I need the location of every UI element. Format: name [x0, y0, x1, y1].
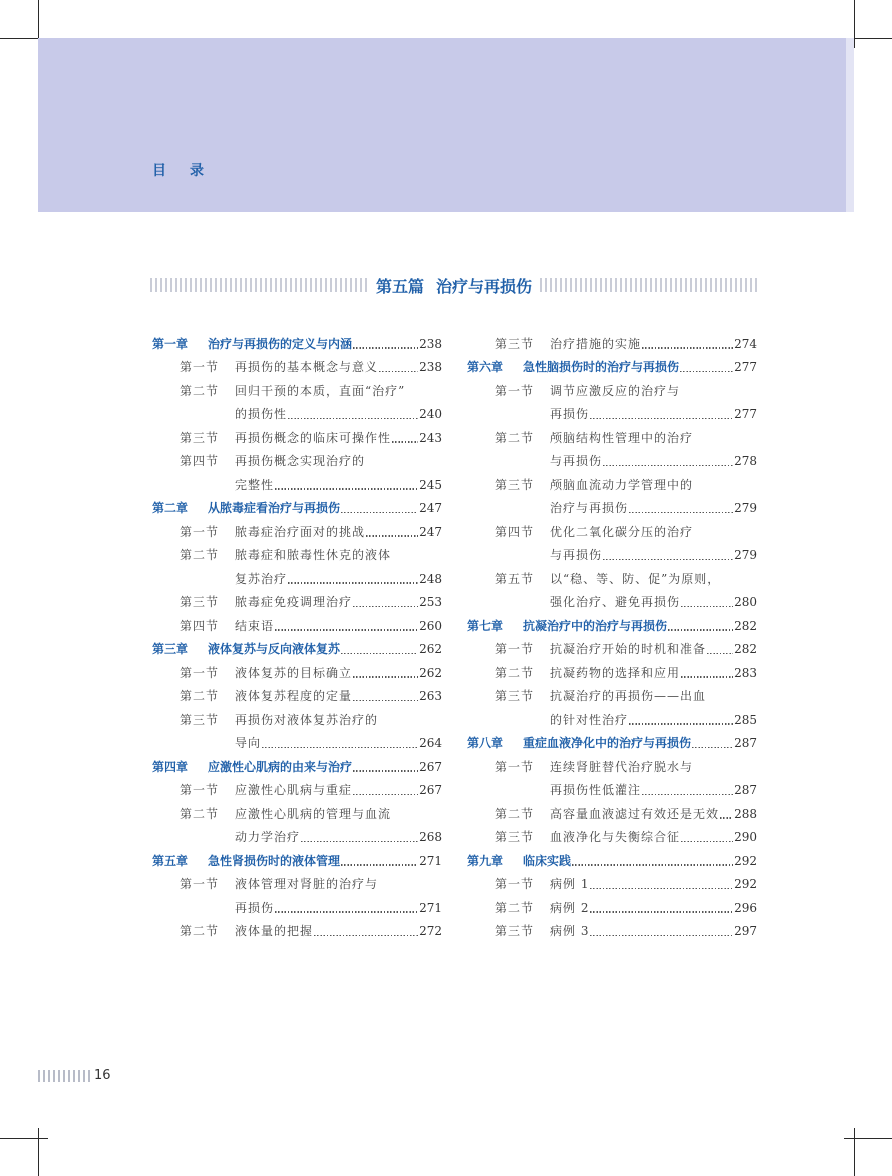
toc-page-number: 264 [419, 736, 442, 751]
toc-dot-leader [288, 582, 418, 583]
toc-page-number: 292 [734, 877, 757, 892]
toc-entry-title: 调节应激反应的治疗与 [550, 383, 681, 398]
toc-entry-title: 导向 [235, 736, 262, 751]
toc-entry-title: 液体量的把握 [235, 924, 314, 939]
toc-page-number: 296 [734, 900, 757, 915]
toc-entry-title: 治疗与再损伤 [550, 501, 629, 516]
toc-entry-number: 第三节 [495, 336, 535, 351]
toc-entry-number: 第二节 [180, 383, 220, 398]
toc-page-number: 285 [734, 712, 757, 727]
footer-stripe [38, 1070, 90, 1082]
toc-entry-title: 病例 3 [550, 924, 590, 939]
toc-page-number: 290 [734, 830, 757, 845]
toc-entry-number: 第九章 [467, 853, 504, 868]
toc-page-number: 238 [419, 360, 442, 375]
toc-entry-number: 第一节 [495, 642, 535, 657]
toc-entry-continuation [152, 732, 442, 756]
toc-section-entry [467, 755, 757, 779]
toc-section-entry [152, 920, 442, 944]
toc-dot-leader [341, 864, 418, 865]
toc-page-number: 253 [419, 595, 442, 610]
toc-entry-continuation [467, 779, 757, 803]
toc-dot-leader [353, 794, 418, 795]
toc-entry-continuation [467, 544, 757, 568]
toc-page-number: 262 [419, 665, 442, 680]
toc-page-number: 243 [419, 430, 442, 445]
toc-dot-leader [353, 770, 418, 771]
part-heading-stripe-right [540, 278, 758, 292]
toc-section-entry [467, 638, 757, 662]
toc-dot-leader [572, 864, 733, 865]
toc-page-number: 262 [419, 642, 442, 657]
toc-dot-leader [590, 418, 733, 419]
toc-entry-title: 病例 1 [550, 877, 590, 892]
toc-entry-number: 第三节 [180, 712, 220, 727]
toc-section-entry [467, 802, 757, 826]
toc-section-entry [467, 520, 757, 544]
toc-dot-leader [681, 841, 733, 842]
toc-entry-title: 急性肾损伤时的液体管理 [208, 853, 341, 868]
crop-mark-bottom-right-v [854, 1128, 855, 1176]
toc-dot-leader [629, 512, 733, 513]
toc-dot-leader [603, 465, 733, 466]
toc-entry-number: 第四章 [152, 759, 189, 774]
toc-dot-leader [353, 676, 418, 677]
toc-entry-title: 连续肾脏替代治疗脱水与 [550, 759, 694, 774]
toc-chapter-entry [152, 755, 442, 779]
toc-entry-number: 第一节 [180, 360, 220, 375]
toc-dot-leader [590, 888, 733, 889]
toc-entry-title: 与再损伤 [550, 548, 603, 563]
crop-mark-bottom-left-h [0, 1138, 48, 1139]
toc-dot-leader [681, 676, 733, 677]
toc-page-number: 272 [419, 924, 442, 939]
toc-entry-title: 与再损伤 [550, 454, 603, 469]
toc-entry-number: 第四节 [180, 618, 220, 633]
toc-entry-title: 动力学治疗 [235, 830, 301, 845]
toc-section-entry [152, 591, 442, 615]
toc-entry-number: 第二节 [495, 665, 535, 680]
toc-entry-continuation [467, 450, 757, 474]
toc-entry-title: 复苏治疗 [235, 571, 288, 586]
toc-chapter-entry [152, 849, 442, 873]
toc-entry-continuation [467, 403, 757, 427]
toc-entry-title: 应激性心肌病与重症 [235, 783, 353, 798]
toc-entry-continuation [467, 591, 757, 615]
toc-section-entry [152, 685, 442, 709]
page-footer [38, 1068, 111, 1083]
toc-page-number: 245 [419, 477, 442, 492]
toc-page-number: 263 [419, 689, 442, 704]
toc-entry-title: 液体复苏程度的定量 [235, 689, 353, 704]
toc-entry-continuation [152, 473, 442, 497]
toc-dot-leader [720, 817, 733, 818]
toc-section-entry [467, 473, 757, 497]
toc-entry-title: 治疗与再损伤的定义与内涵 [208, 336, 353, 351]
toc-page-number: 277 [734, 360, 757, 375]
toc-entry-number: 第三节 [495, 924, 535, 939]
toc-dot-leader [642, 794, 733, 795]
toc-entry-title: 再损伤概念的临床可操作性 [235, 430, 392, 445]
toc-page-number: 274 [734, 336, 757, 351]
toc-page-number: 287 [734, 736, 757, 751]
toc-section-entry [467, 332, 757, 356]
toc-dot-leader [341, 653, 418, 654]
toc-entry-title: 优化二氧化碳分压的治疗 [550, 524, 694, 539]
toc-entry-number: 第一章 [152, 336, 189, 351]
toc-entry-title: 从脓毒症看治疗与再损伤 [208, 501, 341, 516]
toc-entry-number: 第二节 [180, 924, 220, 939]
toc-page-number: 288 [734, 806, 757, 821]
toc-page-number: 240 [419, 407, 442, 422]
toc-entry-number: 第三节 [495, 830, 535, 845]
toc-page-number: 267 [419, 759, 442, 774]
toc-entry-title: 再损伤的基本概念与意义 [235, 360, 379, 375]
toc-entry-title: 抗凝药物的选择和应用 [550, 665, 681, 680]
toc-entry-number: 第一节 [495, 383, 535, 398]
toc-entry-title: 回归干预的本质，直面“治疗” [235, 383, 406, 398]
toc-entry-number: 第五章 [152, 853, 189, 868]
toc-page-number: 271 [419, 900, 442, 915]
toc-dot-leader [275, 488, 418, 489]
toc-section-entry [152, 802, 442, 826]
toc-entry-title: 完整性 [235, 477, 275, 492]
toc-entry-title: 液体管理对肾脏的治疗与 [235, 877, 379, 892]
toc-entry-title: 结束语 [235, 618, 275, 633]
toc-page-number: 267 [419, 783, 442, 798]
toc-section-entry [152, 379, 442, 403]
toc-section-entry [152, 356, 442, 380]
toc-page-number: 282 [734, 618, 757, 633]
toc-entry-title: 应激性心肌病的由来与治疗 [208, 759, 353, 774]
part-heading-stripe-left [150, 278, 368, 292]
crop-mark-bottom-left-v [38, 1128, 39, 1176]
toc-section-entry [467, 920, 757, 944]
toc-entry-number: 第三节 [495, 477, 535, 492]
toc-entry-title: 急性脑损伤时的治疗与再损伤 [523, 360, 680, 375]
toc-entry-number: 第三节 [495, 689, 535, 704]
toc-dot-leader [314, 935, 418, 936]
part-heading [150, 272, 758, 298]
toc-entry-number: 第一节 [495, 759, 535, 774]
toc-entry-title: 血液净化与失衡综合征 [550, 830, 681, 845]
toc-entry-title: 应激性心肌病的管理与血流 [235, 806, 392, 821]
toc-dot-leader [275, 911, 418, 912]
toc-page-number: 268 [419, 830, 442, 845]
toc-page-number: 279 [734, 548, 757, 563]
toc-dot-leader [262, 747, 418, 748]
toc-entry-title: 抗凝治疗开始的时机和准备 [550, 642, 707, 657]
toc-dot-leader [590, 911, 733, 912]
toc-chapter-entry [152, 497, 442, 521]
toc-entry-number: 第六章 [467, 360, 504, 375]
toc-entry-title: 治疗措施的实施 [550, 336, 642, 351]
toc-dot-leader [603, 559, 733, 560]
toc-entry-continuation [467, 497, 757, 521]
toc-section-entry [152, 614, 442, 638]
toc-chapter-entry [152, 638, 442, 662]
toc-entry-title: 重症血液净化中的治疗与再损伤 [523, 736, 692, 751]
toc-dot-leader [680, 371, 733, 372]
toc-dot-leader [275, 629, 418, 630]
toc-entry-number: 第四节 [180, 454, 220, 469]
toc-page-number: 247 [419, 524, 442, 539]
toc-entry-title: 液体复苏与反向液体复苏 [208, 642, 341, 657]
toc-section-entry [467, 426, 757, 450]
contents-heading [152, 160, 204, 180]
toc-page-number: 277 [734, 407, 757, 422]
toc-section-entry [467, 567, 757, 591]
toc-entry-title: 再损伤性低灌注 [550, 783, 642, 798]
toc-page-number: 297 [734, 924, 757, 939]
toc-chapter-entry [152, 332, 442, 356]
toc-section-entry [467, 873, 757, 897]
toc-page-number: 283 [734, 665, 757, 680]
toc-section-entry [152, 661, 442, 685]
toc-section-entry [467, 896, 757, 920]
toc-right-column [467, 332, 757, 943]
toc-entry-title: 再损伤 [550, 407, 590, 422]
toc-section-entry [467, 379, 757, 403]
toc-entry-number: 第二节 [495, 430, 535, 445]
toc-entry-title: 脓毒症治疗面对的挑战 [235, 524, 366, 539]
toc-dot-leader [392, 441, 418, 442]
toc-entry-number: 第三节 [180, 430, 220, 445]
toc-entry-title: 的针对性治疗 [550, 712, 629, 727]
header-band [38, 38, 854, 212]
header-band-edge [846, 38, 854, 212]
toc-entry-title: 颅脑结构性管理中的治疗 [550, 430, 694, 445]
toc-section-entry [152, 779, 442, 803]
toc-dot-leader [668, 629, 733, 630]
toc-dot-leader [681, 606, 733, 607]
toc-dot-leader [288, 418, 418, 419]
toc-section-entry [152, 708, 442, 732]
toc-page-number: 279 [734, 501, 757, 516]
toc-section-entry [152, 544, 442, 568]
toc-entry-number: 第一节 [495, 877, 535, 892]
toc-entry-title: 脓毒症和脓毒性休克的液体 [235, 548, 392, 563]
toc-section-entry [152, 426, 442, 450]
toc-entry-number: 第三节 [180, 595, 220, 610]
toc-entry-title: 液体复苏的目标确立 [235, 665, 353, 680]
toc-page-number: 260 [419, 618, 442, 633]
toc-section-entry [152, 520, 442, 544]
toc-chapter-entry [467, 732, 757, 756]
crop-mark-bottom-right-h [844, 1138, 892, 1139]
toc-dot-leader [341, 512, 418, 513]
part-name: 治疗与再损伤 [436, 276, 533, 296]
toc-entry-number: 第七章 [467, 618, 504, 633]
toc-entry-title: 脓毒症免疫调理治疗 [235, 595, 353, 610]
toc-page-number: 292 [734, 853, 757, 868]
toc-entry-number: 第二节 [180, 806, 220, 821]
toc-entry-title: 高容量血液滤过有效还是无效 [550, 806, 720, 821]
toc-entry-continuation [152, 567, 442, 591]
toc-entry-title: 临床实践 [523, 853, 572, 868]
toc-entry-number: 第二节 [495, 900, 535, 915]
toc-entry-number: 第二节 [495, 806, 535, 821]
toc-dot-leader [590, 935, 733, 936]
toc-entry-continuation [152, 826, 442, 850]
toc-dot-leader [707, 653, 733, 654]
toc-entry-title: 以“稳、等、防、促”为原则， [550, 571, 721, 586]
toc-entry-number: 第四节 [495, 524, 535, 539]
toc-dot-leader [301, 841, 418, 842]
part-title [368, 274, 540, 297]
toc-page-number: 282 [734, 642, 757, 657]
toc-left-column [152, 332, 442, 943]
toc-page-number: 278 [734, 454, 757, 469]
toc-entry-continuation [152, 896, 442, 920]
toc-section-entry [467, 661, 757, 685]
toc-entry-number: 第二节 [180, 548, 220, 563]
toc-page-number: 271 [419, 853, 442, 868]
toc-page-number: 247 [419, 501, 442, 516]
toc-entry-title: 抗凝治疗中的治疗与再损伤 [523, 618, 668, 633]
toc-dot-leader [353, 700, 418, 701]
toc-page-number: 280 [734, 595, 757, 610]
contents-heading-char-1: 目 [152, 163, 166, 179]
toc-entry-number: 第三章 [152, 642, 189, 657]
crop-mark-top-right-v [854, 0, 855, 48]
toc-entry-number: 第五节 [495, 571, 535, 586]
toc-entry-number: 第一节 [180, 877, 220, 892]
toc-section-entry [467, 826, 757, 850]
toc-entry-number: 第二章 [152, 501, 189, 516]
toc-entry-continuation [152, 403, 442, 427]
toc-entry-number: 第一节 [180, 665, 220, 680]
toc-entry-number: 第一节 [180, 783, 220, 798]
toc-section-entry [152, 450, 442, 474]
toc-entry-continuation [467, 708, 757, 732]
toc-dot-leader [642, 347, 733, 348]
page-number: 16 [94, 1068, 111, 1083]
toc-dot-leader [629, 723, 733, 724]
toc-entry-number: 第一节 [180, 524, 220, 539]
toc-entry-number: 第八章 [467, 736, 504, 751]
toc-section-entry [152, 873, 442, 897]
part-number: 第五篇 [375, 276, 424, 296]
toc-dot-leader [353, 347, 418, 348]
toc-entry-title: 颅脑血流动力学管理中的 [550, 477, 694, 492]
toc-section-entry [467, 685, 757, 709]
toc-entry-title: 抗凝治疗的再损伤——出血 [550, 689, 707, 704]
toc-chapter-entry [467, 356, 757, 380]
toc-entry-title: 再损伤对液体复苏治疗的 [235, 712, 379, 727]
toc-page-number: 238 [419, 336, 442, 351]
toc-dot-leader [366, 535, 418, 536]
toc-entry-title: 病例 2 [550, 900, 590, 915]
toc-page-number: 287 [734, 783, 757, 798]
toc-entry-title: 再损伤概念实现治疗的 [235, 454, 366, 469]
toc-entry-title: 强化治疗、避免再损伤 [550, 595, 681, 610]
toc-entry-title: 再损伤 [235, 900, 275, 915]
toc-entry-title: 的损伤性 [235, 407, 288, 422]
toc-dot-leader [692, 747, 733, 748]
toc-page-number: 248 [419, 571, 442, 586]
toc-dot-leader [353, 606, 418, 607]
toc-chapter-entry [467, 614, 757, 638]
toc-dot-leader [379, 371, 418, 372]
toc-chapter-entry [467, 849, 757, 873]
contents-heading-char-2: 录 [190, 163, 204, 179]
toc-entry-number: 第二节 [180, 689, 220, 704]
